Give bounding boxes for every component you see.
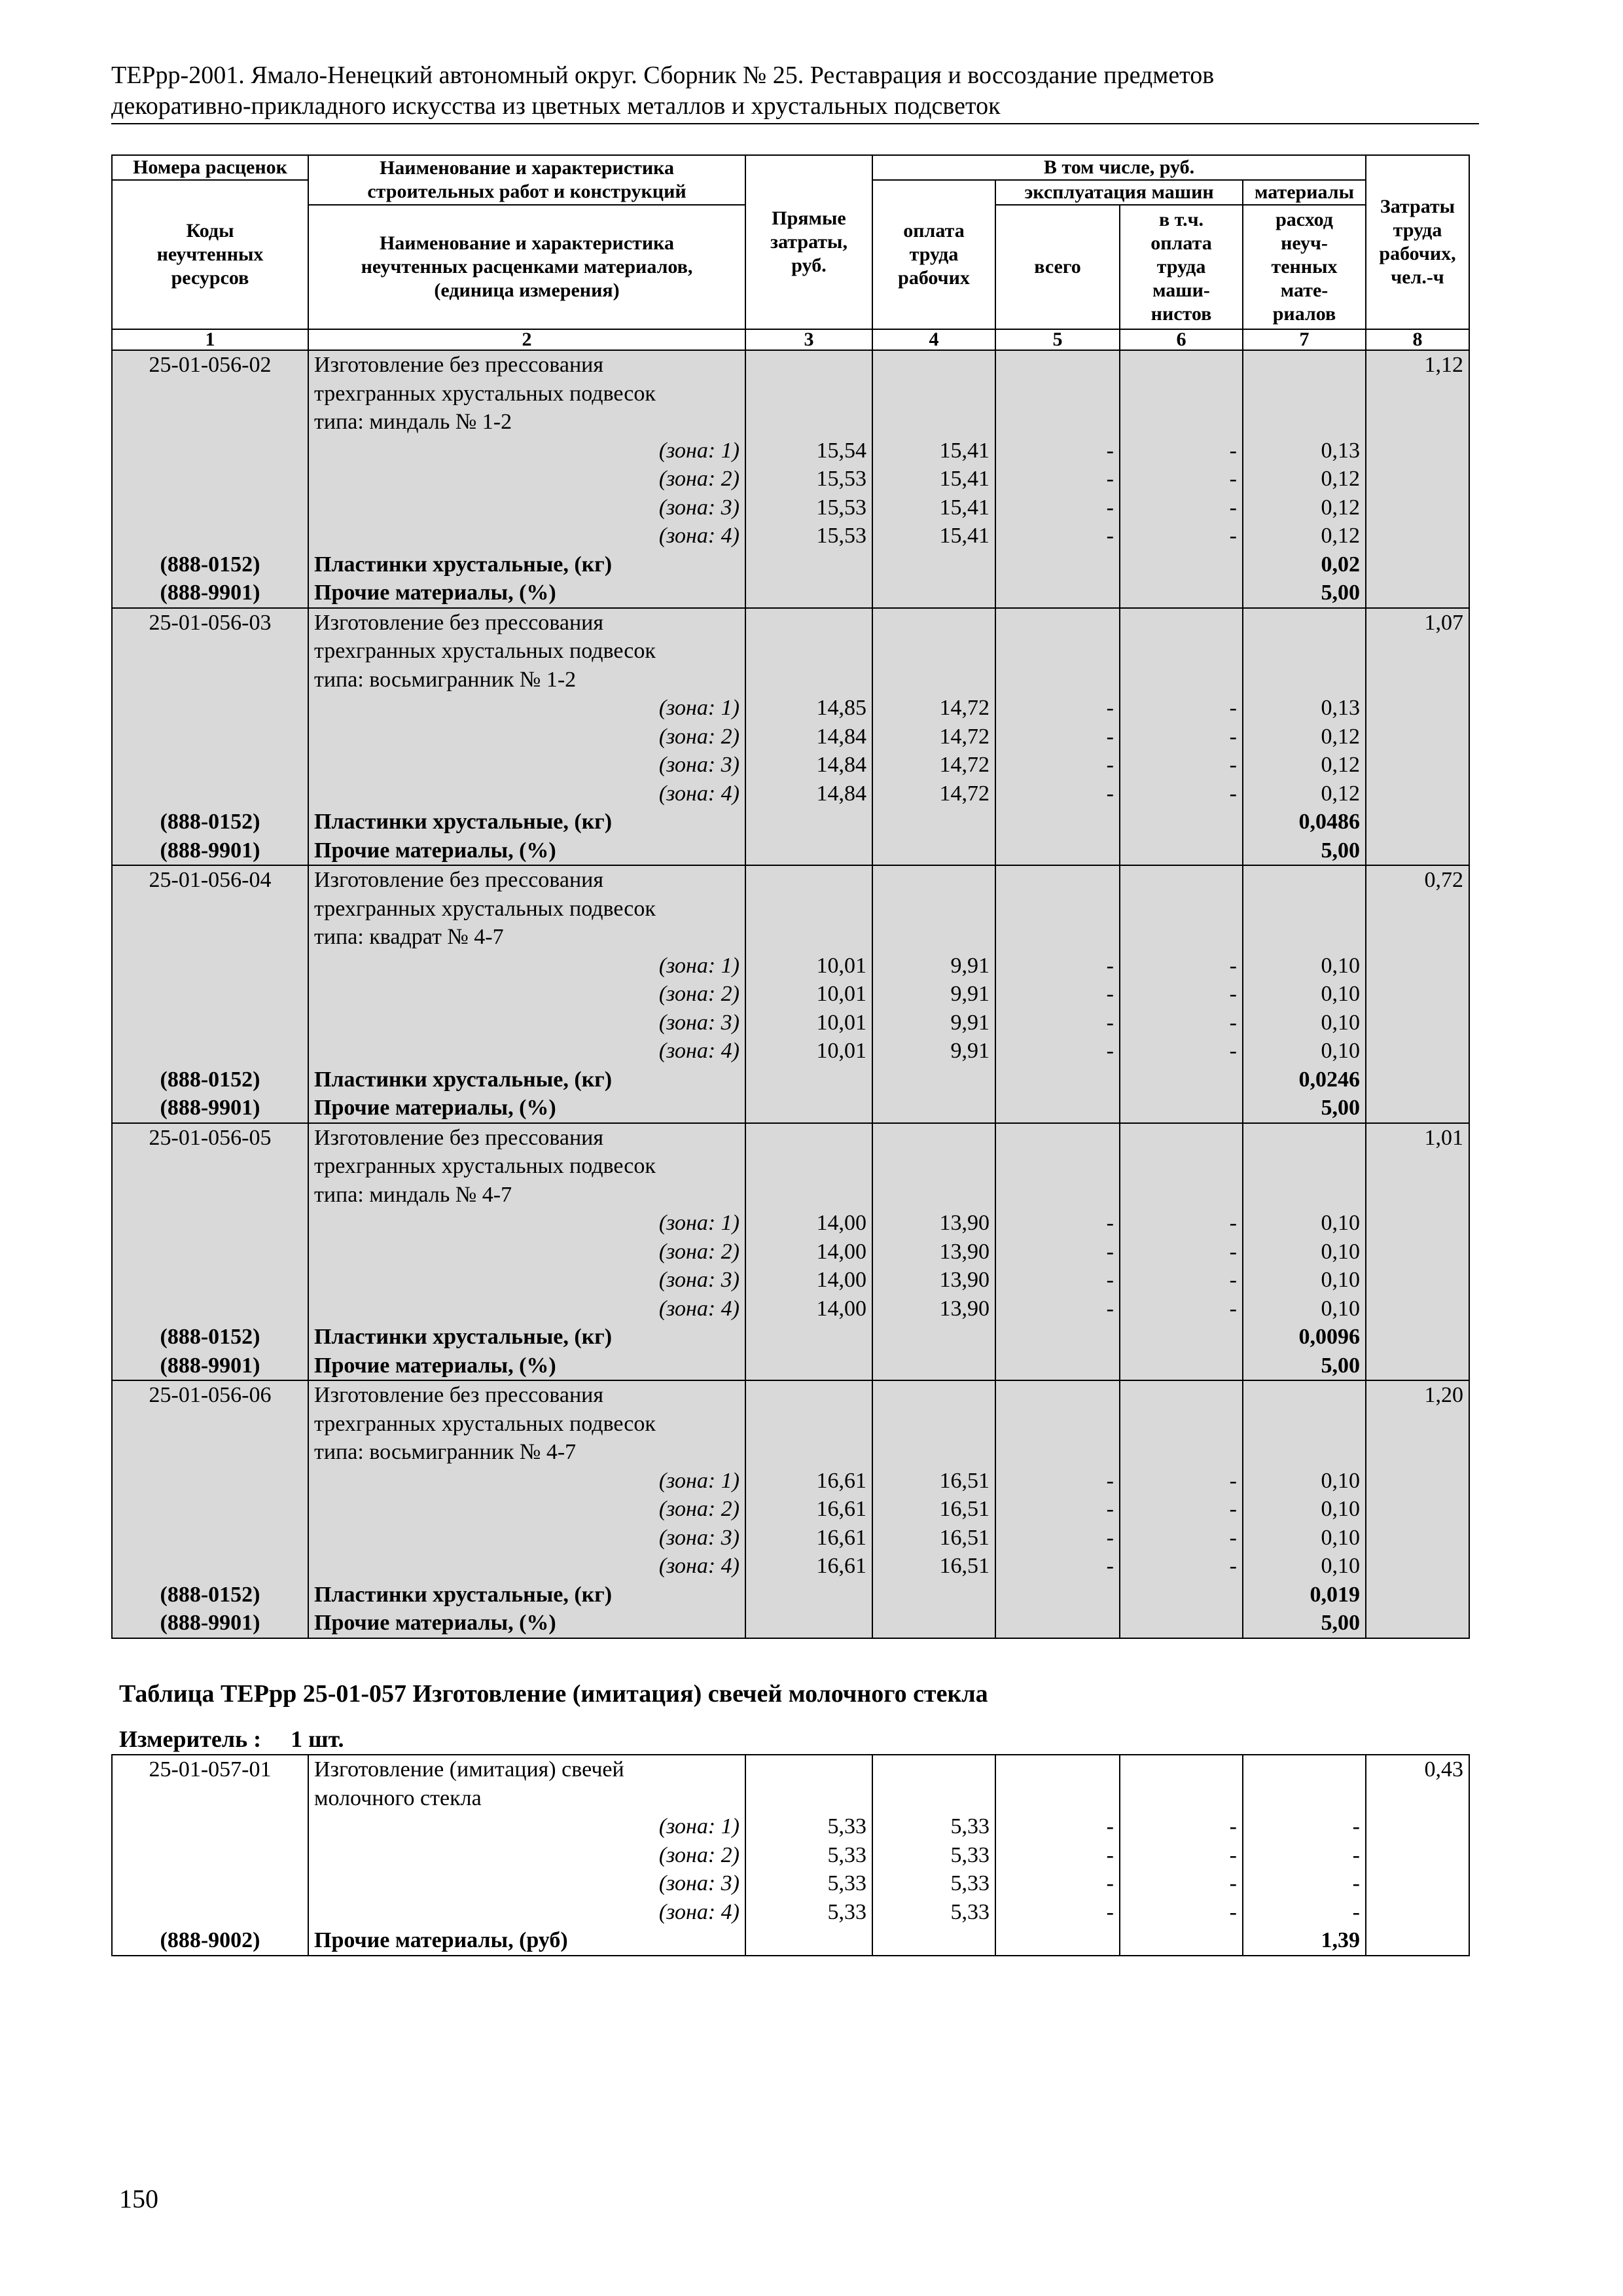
col-number: 7 (1243, 329, 1366, 350)
materials-cell (1243, 350, 1366, 608)
direct-cost-value: 14,00 (816, 1211, 866, 1235)
resource-code: (888-0152) (160, 1325, 260, 1349)
materials-value: 0,12 (1321, 781, 1360, 806)
worker-wages-cell (872, 350, 995, 608)
materials-value: 0,10 (1321, 1525, 1360, 1550)
materials-value: 0,12 (1321, 495, 1360, 520)
materials-cell (1243, 1380, 1366, 1638)
machines-total-cell (995, 1123, 1120, 1381)
resource-name: Пластинки хрустальные, (кг) (314, 1582, 613, 1607)
resource-name: Пластинки хрустальные, (кг) (314, 1067, 613, 1092)
machinist-wages-value: - (1229, 1525, 1237, 1550)
materials-value: 0,10 (1321, 1296, 1360, 1321)
rate-code-cell (112, 608, 308, 866)
machines-total-value: - (1106, 1239, 1114, 1264)
labor-cell (1366, 865, 1469, 1123)
zone-label: (зона: 4) (658, 1296, 740, 1321)
zone-label: (зона: 2) (658, 1497, 740, 1521)
labor-cell (1366, 1380, 1469, 1638)
hdr-rate-numbers: Номера расценок (112, 155, 308, 180)
resource-value: 5,00 (1321, 1096, 1360, 1120)
materials-cell (1243, 1123, 1366, 1381)
materials-value: 0,10 (1321, 1010, 1360, 1035)
machines-total-value: - (1106, 1268, 1114, 1292)
worker-wages-cell (872, 1380, 995, 1638)
rate-code: 25-01-056-05 (149, 1125, 272, 1150)
machines-total-value: - (1106, 1871, 1114, 1895)
rate-code-cell (112, 350, 308, 608)
zone-label: (зона: 3) (658, 1010, 740, 1035)
rate-name-cell (308, 1380, 745, 1638)
machinist-wages-value: - (1229, 524, 1237, 548)
machinist-wages-value: - (1229, 1039, 1237, 1063)
rate-name-line: типа: квадрат № 4-7 (314, 925, 504, 949)
direct-cost-value: 15,54 (816, 438, 866, 463)
worker-wages-cell (872, 865, 995, 1123)
materials-value: 0,13 (1321, 696, 1360, 720)
worker-wages-value: 9,91 (950, 982, 990, 1006)
machines-total-value: - (1106, 1814, 1114, 1839)
hdr-work-name: Наименование и характеристика строительных работ и конструкций (308, 155, 745, 205)
header-line-2: декоративно-прикладного искусства из цветных металлов и хрустальных подсветок (111, 92, 1001, 120)
materials-value: 0,10 (1321, 1497, 1360, 1521)
rate-code: 25-01-056-02 (149, 353, 272, 377)
direct-cost-cell (745, 1380, 872, 1638)
worker-wages-value: 15,41 (939, 467, 990, 491)
resource-value: 0,0486 (1298, 810, 1360, 834)
worker-wages-value: 16,51 (939, 1468, 990, 1493)
direct-cost-value: 5,33 (827, 1814, 866, 1839)
zone-label: (зона: 4) (658, 1554, 740, 1578)
rate-name-line: типа: миндаль № 1-2 (314, 410, 512, 434)
hdr-worker-wages: оплата труда рабочих (872, 180, 995, 329)
direct-cost-value: 16,61 (816, 1468, 866, 1493)
table-2-title: Таблица ТЕРрр 25-01-057 Изготовление (имитация) свечей молочного стекла (119, 1680, 988, 1708)
rate-name-cell (308, 350, 745, 608)
direct-cost-value: 16,61 (816, 1554, 866, 1578)
zone-label: (зона: 1) (658, 1814, 740, 1839)
rate-entry (112, 350, 1469, 608)
worker-wages-value: 16,51 (939, 1525, 990, 1550)
direct-cost-cell (745, 865, 872, 1123)
direct-cost-value: 14,00 (816, 1296, 866, 1321)
col-number: 8 (1366, 329, 1469, 350)
zone-label: (зона: 2) (658, 724, 740, 749)
worker-wages-value: 5,33 (950, 1814, 990, 1839)
worker-wages-value: 13,90 (939, 1268, 990, 1292)
machinist-wages-value: - (1229, 467, 1237, 491)
materials-value: 0,13 (1321, 438, 1360, 463)
hdr-direct-costs: Прямые затраты, руб. (745, 155, 872, 329)
machines-total-value: - (1106, 467, 1114, 491)
materials-value: - (1352, 1814, 1360, 1839)
rate-code-cell (112, 865, 308, 1123)
materials-value: 0,10 (1321, 1268, 1360, 1292)
machines-total-value: - (1106, 1497, 1114, 1521)
machines-total-value: - (1106, 524, 1114, 548)
zone-label: (зона: 1) (658, 696, 740, 720)
resource-name: Пластинки хрустальные, (кг) (314, 1325, 613, 1349)
worker-wages-value: 16,51 (939, 1554, 990, 1578)
resource-code: (888-9002) (160, 1928, 260, 1952)
machinist-wages-value: - (1229, 1211, 1237, 1235)
worker-wages-value: 14,72 (939, 696, 990, 720)
machinist-wages-value: - (1229, 1296, 1237, 1321)
zone-label: (зона: 3) (658, 1268, 740, 1292)
machines-total-value: - (1106, 1296, 1114, 1321)
measure-value: 1 шт. (291, 1726, 344, 1752)
rate-entry (112, 1380, 1469, 1638)
machinist-wages-value: - (1229, 1239, 1237, 1264)
worker-wages-value: 15,41 (939, 524, 990, 548)
rate-name-line: Изготовление (имитация) свечей (314, 1757, 624, 1782)
machines-total-cell (995, 1755, 1120, 1956)
zone-label: (зона: 2) (658, 467, 740, 491)
worker-wages-value: 13,90 (939, 1296, 990, 1321)
page-header (111, 60, 1479, 124)
resource-name: Прочие материалы, (%) (314, 1353, 556, 1378)
direct-cost-value: 5,33 (827, 1871, 866, 1895)
rate-code: 25-01-056-06 (149, 1383, 272, 1407)
direct-cost-value: 14,84 (816, 724, 866, 749)
machinist-wages-value: - (1229, 1268, 1237, 1292)
hdr-resource-codes: Коды неучтенных ресурсов (112, 180, 308, 329)
direct-cost-value: 16,61 (816, 1525, 866, 1550)
machinist-wages-cell (1120, 350, 1243, 608)
machines-total-value: - (1106, 1899, 1114, 1924)
direct-cost-value: 14,00 (816, 1268, 866, 1292)
materials-value: 0,10 (1321, 1554, 1360, 1578)
labor-cell (1366, 1123, 1469, 1381)
machinist-wages-value: - (1229, 953, 1237, 978)
machinist-wages-value: - (1229, 1010, 1237, 1035)
materials-cell (1243, 608, 1366, 866)
machinist-wages-value: - (1229, 1554, 1237, 1578)
direct-cost-cell (745, 350, 872, 608)
worker-wages-value: 9,91 (950, 1010, 990, 1035)
machinist-wages-cell (1120, 1380, 1243, 1638)
resource-name: Пластинки хрустальные, (кг) (314, 810, 613, 834)
machines-total-cell (995, 865, 1120, 1123)
machinist-wages-value: - (1229, 495, 1237, 520)
rate-name-line: трехгранных хрустальных подвесок (314, 1411, 656, 1436)
machines-total-value: - (1106, 495, 1114, 520)
worker-wages-value: 5,33 (950, 1842, 990, 1867)
materials-cell (1243, 1755, 1366, 1956)
rate-entry (112, 1123, 1469, 1381)
materials-value: 0,12 (1321, 753, 1360, 777)
labor-value: 1,12 (1424, 353, 1463, 377)
rate-code: 25-01-057-01 (149, 1757, 272, 1782)
header-line-1: ТЕРрр-2001. Ямало-Ненецкий автономный округ. Сборник № 25. Реставрация и воссоздание предметов (111, 62, 1215, 89)
hdr-machine-operation: эксплуатация машин (995, 180, 1243, 205)
zone-label: (зона: 4) (658, 524, 740, 548)
resource-code: (888-9901) (160, 1096, 260, 1120)
labor-cell (1366, 350, 1469, 608)
machines-total-value: - (1106, 1468, 1114, 1493)
rate-code-cell (112, 1380, 308, 1638)
worker-wages-value: 5,33 (950, 1871, 990, 1895)
direct-cost-cell (745, 608, 872, 866)
hdr-including: В том числе, руб. (872, 155, 1366, 180)
machinist-wages-cell (1120, 865, 1243, 1123)
worker-wages-cell (872, 1123, 995, 1381)
labor-cell (1366, 1755, 1469, 1956)
worker-wages-value: 16,51 (939, 1497, 990, 1521)
direct-cost-cell (745, 1123, 872, 1381)
rate-name-line: типа: миндаль № 4-7 (314, 1182, 512, 1207)
rate-name-cell (308, 1123, 745, 1381)
resource-value: 0,0096 (1298, 1325, 1360, 1349)
machinist-wages-cell (1120, 608, 1243, 866)
worker-wages-value: 15,41 (939, 495, 990, 520)
direct-cost-value: 14,84 (816, 781, 866, 806)
direct-cost-value: 14,85 (816, 696, 866, 720)
col-number: 6 (1120, 329, 1243, 350)
rate-name-cell (308, 1755, 745, 1956)
hdr-machinist-wages: в т.ч. оплата труда маши- нистов (1120, 205, 1243, 329)
machinist-wages-value: - (1229, 982, 1237, 1006)
page-number: 150 (119, 2184, 158, 2214)
worker-wages-value: 13,90 (939, 1239, 990, 1264)
machinist-wages-value: - (1229, 1497, 1237, 1521)
materials-value: 0,12 (1321, 524, 1360, 548)
col-number: 2 (308, 329, 745, 350)
hdr-unaccounted-materials: расход неуч- тенных мате- риалов (1243, 205, 1366, 329)
resource-name: Прочие материалы, (%) (314, 1611, 556, 1635)
materials-value: 0,10 (1321, 953, 1360, 978)
resource-value: 0,02 (1321, 552, 1360, 577)
rate-code: 25-01-056-03 (149, 610, 272, 635)
resource-value: 0,019 (1310, 1582, 1360, 1607)
direct-cost-value: 10,01 (816, 982, 866, 1006)
worker-wages-value: 14,72 (939, 724, 990, 749)
col-number: 4 (872, 329, 995, 350)
machines-total-value: - (1106, 1010, 1114, 1035)
materials-value: 0,12 (1321, 467, 1360, 491)
rate-name-cell (308, 608, 745, 866)
measure-label: Измеритель : (119, 1726, 262, 1752)
labor-value: 0,43 (1424, 1757, 1463, 1782)
direct-cost-value: 14,00 (816, 1239, 866, 1264)
zone-label: (зона: 3) (658, 1525, 740, 1550)
direct-cost-value: 10,01 (816, 1039, 866, 1063)
rate-name-line: Изготовление без прессования (314, 868, 604, 892)
machinist-wages-cell (1120, 1755, 1243, 1956)
rates-table-056 (111, 154, 1470, 1639)
resource-name: Прочие материалы, (%) (314, 838, 556, 863)
machines-total-value: - (1106, 753, 1114, 777)
measure-unit (119, 1725, 344, 1753)
resource-code: (888-0152) (160, 1582, 260, 1607)
machines-total-value: - (1106, 1842, 1114, 1867)
resource-code: (888-9901) (160, 581, 260, 605)
rate-entry (112, 1755, 1469, 1956)
resource-value: 5,00 (1321, 581, 1360, 605)
machines-total-value: - (1106, 1039, 1114, 1063)
machinist-wages-value: - (1229, 724, 1237, 749)
rate-name-line: типа: восьмигранник № 4-7 (314, 1440, 577, 1464)
machines-total-value: - (1106, 438, 1114, 463)
rate-entry (112, 865, 1469, 1123)
machines-total-value: - (1106, 724, 1114, 749)
zone-label: (зона: 4) (658, 1899, 740, 1924)
rate-name-line: трехгранных хрустальных подвесок (314, 639, 656, 663)
materials-value: - (1352, 1899, 1360, 1924)
machinist-wages-value: - (1229, 696, 1237, 720)
resource-value: 0,0246 (1298, 1067, 1360, 1092)
machinist-wages-cell (1120, 1123, 1243, 1381)
worker-wages-value: 9,91 (950, 953, 990, 978)
machinist-wages-value: - (1229, 1814, 1237, 1839)
worker-wages-cell (872, 1755, 995, 1956)
resource-code: (888-9901) (160, 838, 260, 863)
worker-wages-value: 14,72 (939, 781, 990, 806)
resource-value: 5,00 (1321, 1353, 1360, 1378)
machines-total-cell (995, 608, 1120, 866)
col-number: 3 (745, 329, 872, 350)
machinist-wages-value: - (1229, 1871, 1237, 1895)
direct-cost-value: 15,53 (816, 495, 866, 520)
rate-name-line: молочного стекла (314, 1785, 482, 1810)
worker-wages-value: 14,72 (939, 753, 990, 777)
machines-total-value: - (1106, 781, 1114, 806)
machines-total-value: - (1106, 1211, 1114, 1235)
machines-total-value: - (1106, 1554, 1114, 1578)
zone-label: (зона: 2) (658, 982, 740, 1006)
materials-value: 0,12 (1321, 724, 1360, 749)
direct-cost-value: 15,53 (816, 524, 866, 548)
machinist-wages-value: - (1229, 781, 1237, 806)
direct-cost-cell (745, 1755, 872, 1956)
hdr-material-names: Наименование и характеристика неучтенных расценками материалов, (единица измерения) (308, 205, 745, 329)
rate-code: 25-01-056-04 (149, 868, 272, 892)
materials-value: 0,10 (1321, 1211, 1360, 1235)
rate-name-line: Изготовление без прессования (314, 610, 604, 635)
rate-code-cell (112, 1123, 308, 1381)
materials-value: 0,10 (1321, 982, 1360, 1006)
labor-value: 1,01 (1424, 1125, 1463, 1150)
resource-name: Прочие материалы, (%) (314, 1096, 556, 1120)
zone-label: (зона: 1) (658, 1211, 740, 1235)
resource-code: (888-9901) (160, 1353, 260, 1378)
machines-total-cell (995, 1380, 1120, 1638)
worker-wages-value: 15,41 (939, 438, 990, 463)
labor-cell (1366, 608, 1469, 866)
rate-name-line: трехгранных хрустальных подвесок (314, 381, 656, 406)
direct-cost-value: 15,53 (816, 467, 866, 491)
machines-total-cell (995, 350, 1120, 608)
zone-label: (зона: 4) (658, 781, 740, 806)
rate-name-line: трехгранных хрустальных подвесок (314, 896, 656, 921)
machines-total-value: - (1106, 1525, 1114, 1550)
zone-label: (зона: 3) (658, 495, 740, 520)
col-number: 5 (995, 329, 1120, 350)
rate-name-line: Изготовление без прессования (314, 1125, 604, 1150)
resource-value: 5,00 (1321, 838, 1360, 863)
hdr-materials: материалы (1243, 180, 1366, 205)
resource-name: Прочие материалы, (руб) (314, 1928, 568, 1952)
resource-code: (888-0152) (160, 552, 260, 577)
resource-value: 1,39 (1321, 1928, 1360, 1952)
labor-value: 1,07 (1424, 610, 1463, 635)
zone-label: (зона: 1) (658, 1468, 740, 1493)
machines-total-value: - (1106, 982, 1114, 1006)
resource-code: (888-9901) (160, 1611, 260, 1635)
zone-label: (зона: 1) (658, 438, 740, 463)
rate-code-cell (112, 1755, 308, 1956)
machinist-wages-value: - (1229, 1842, 1237, 1867)
materials-value: - (1352, 1842, 1360, 1867)
worker-wages-cell (872, 608, 995, 866)
rate-name-cell (308, 865, 745, 1123)
machinist-wages-value: - (1229, 438, 1237, 463)
direct-cost-value: 16,61 (816, 1497, 866, 1521)
zone-label: (зона: 1) (658, 953, 740, 978)
worker-wages-value: 13,90 (939, 1211, 990, 1235)
materials-value: 0,10 (1321, 1039, 1360, 1063)
zone-label: (зона: 4) (658, 1039, 740, 1063)
materials-value: 0,10 (1321, 1239, 1360, 1264)
zone-label: (зона: 2) (658, 1239, 740, 1264)
resource-name: Прочие материалы, (%) (314, 581, 556, 605)
machines-total-value: - (1106, 953, 1114, 978)
rate-name-line: трехгранных хрустальных подвесок (314, 1154, 656, 1178)
rates-table-057 (111, 1754, 1470, 1956)
materials-cell (1243, 865, 1366, 1123)
direct-cost-value: 14,84 (816, 753, 866, 777)
labor-value: 0,72 (1424, 868, 1463, 892)
machines-total-value: - (1106, 696, 1114, 720)
materials-value: 0,10 (1321, 1468, 1360, 1493)
machinist-wages-value: - (1229, 1468, 1237, 1493)
machinist-wages-value: - (1229, 1899, 1237, 1924)
resource-code: (888-0152) (160, 810, 260, 834)
rate-name-line: Изготовление без прессования (314, 1383, 604, 1407)
zone-label: (зона: 3) (658, 753, 740, 777)
hdr-machines-total: всего (995, 205, 1120, 329)
zone-label: (зона: 2) (658, 1842, 740, 1867)
direct-cost-value: 5,33 (827, 1842, 866, 1867)
direct-cost-value: 5,33 (827, 1899, 866, 1924)
resource-value: 5,00 (1321, 1611, 1360, 1635)
direct-cost-value: 10,01 (816, 953, 866, 978)
resource-name: Пластинки хрустальные, (кг) (314, 552, 613, 577)
zone-label: (зона: 3) (658, 1871, 740, 1895)
machinist-wages-value: - (1229, 753, 1237, 777)
resource-code: (888-0152) (160, 1067, 260, 1092)
worker-wages-value: 5,33 (950, 1899, 990, 1924)
hdr-labor-costs: Затраты труда рабочих, чел.-ч (1366, 155, 1469, 329)
labor-value: 1,20 (1424, 1383, 1463, 1407)
rate-name-line: Изготовление без прессования (314, 353, 604, 377)
col-number: 1 (112, 329, 308, 350)
materials-value: - (1352, 1871, 1360, 1895)
rate-name-line: типа: восьмигранник № 1-2 (314, 667, 577, 692)
rate-entry (112, 608, 1469, 866)
direct-cost-value: 10,01 (816, 1010, 866, 1035)
worker-wages-value: 9,91 (950, 1039, 990, 1063)
